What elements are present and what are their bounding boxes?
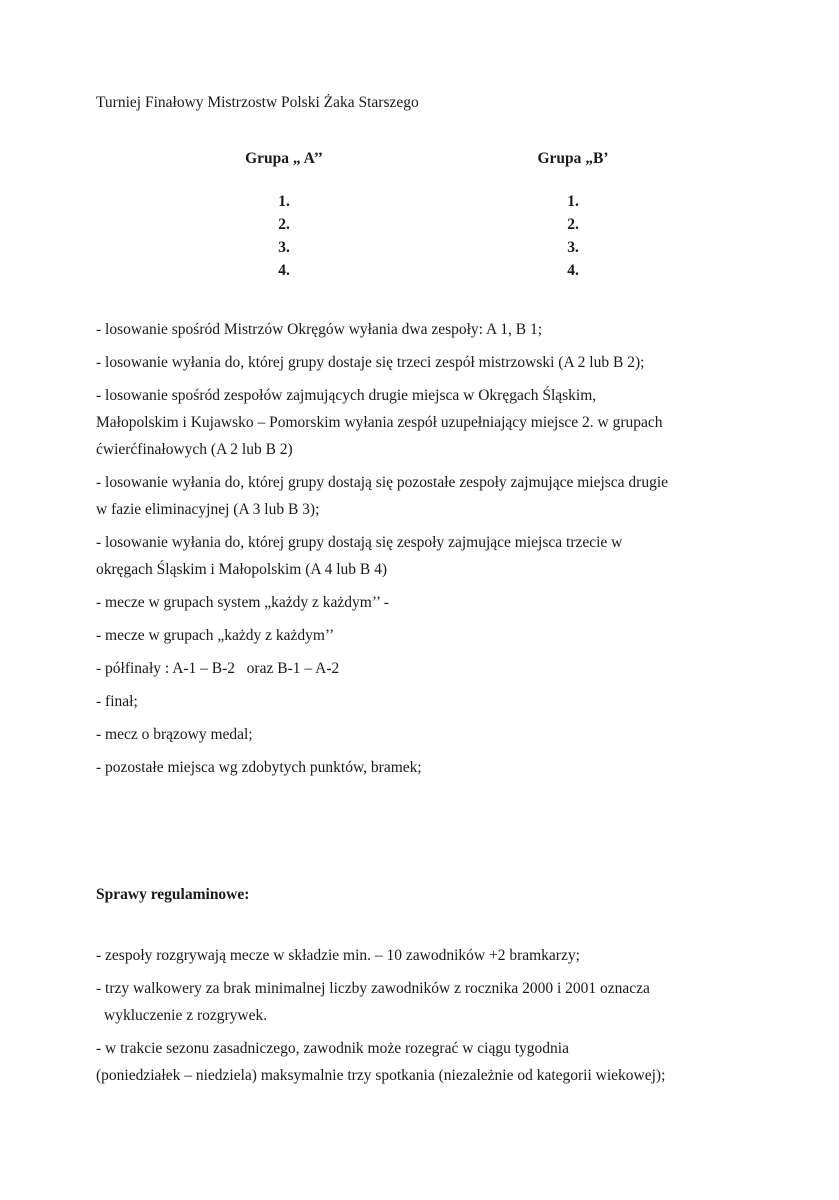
regulation-item: - trzy walkowery za brak minimalnej liczby zawodników z rocznika 2000 i 2001 oznacza (96, 980, 650, 997)
rule-item: - mecze w grupach system „każdy z każdym’’ - (96, 594, 389, 611)
group-b-position: 4. (567, 262, 579, 279)
rule-item: - mecz o brązowy medal; (96, 726, 253, 743)
group-b-heading: Grupa „B’ (537, 150, 609, 167)
regulation-item: wykluczenie z rozgrywek. (104, 1007, 268, 1024)
group-b-position: 1. (567, 193, 579, 210)
rule-item: Małopolskim i Kujawsko – Pomorskim wyłania zespół uzupełniający miejsce 2. w grupach (96, 414, 663, 431)
group-b (534, 150, 612, 282)
rule-item: - pozostałe miejsca wg zdobytych punktów, bramek; (96, 759, 422, 776)
group-a-position: 3. (278, 239, 290, 256)
regulation-item: (poniedziałek – niedziela) maksymalnie trzy spotkania (niezależnie od kategorii wiekowej); (96, 1067, 666, 1084)
rule-item: - losowanie spośród zespołów zajmujących drugie miejsca w Okręgach Śląskim, (96, 387, 597, 404)
group-b-position: 2. (567, 216, 579, 233)
regulations-heading: Sprawy regulaminowe: (96, 886, 250, 903)
regulation-item-continuation (96, 1002, 756, 1029)
document-title: Turniej Finałowy Mistrzostw Polski Żaka Starszego (96, 94, 419, 111)
group-a-heading: Grupa „ A’’ (245, 150, 323, 167)
group-b-position: 3. (567, 239, 579, 256)
regulations-list (96, 942, 756, 1095)
rule-item: - mecze w grupach „każdy z każdym’’ (96, 627, 335, 644)
rule-item: - losowanie wyłania do, której grupy dostają się pozostałe zespoły zajmujące miejsca drugie (96, 474, 669, 491)
group-a (238, 150, 330, 282)
rule-item: ćwierćfinałowych (A 2 lub B 2) (96, 441, 293, 458)
group-a-position: 4. (278, 262, 290, 279)
rule-item: - losowanie wyłania do, której grupy dostaje się trzeci zespół mistrzowski (A 2 lub B 2); (96, 354, 645, 371)
regulation-item: - zespoły rozgrywają mecze w składzie min. – 10 zawodników +2 bramkarzy; (96, 947, 580, 964)
group-a-position: 2. (278, 216, 290, 233)
group-a-position: 1. (278, 193, 290, 210)
rule-item: - losowanie wyłania do, której grupy dostają się zespoły zajmujące miejsca trzecie w (96, 534, 623, 551)
rules-list (96, 316, 756, 787)
regulation-item: - w trakcie sezonu zasadniczego, zawodnik może rozegrać w ciągu tygodnia (96, 1040, 569, 1057)
rule-item: - finał; (96, 693, 138, 710)
rule-item: - losowanie spośród Mistrzów Okręgów wyłania dwa zespoły: A 1, B 1; (96, 321, 542, 338)
rule-item: - półfinały : A-1 – B-2 oraz B-1 – A-2 (96, 660, 340, 677)
rule-item: w fazie eliminacyjnej (A 3 lub B 3); (96, 501, 320, 518)
rule-item: okręgach Śląskim i Małopolskim (A 4 lub B 4) (96, 561, 388, 578)
